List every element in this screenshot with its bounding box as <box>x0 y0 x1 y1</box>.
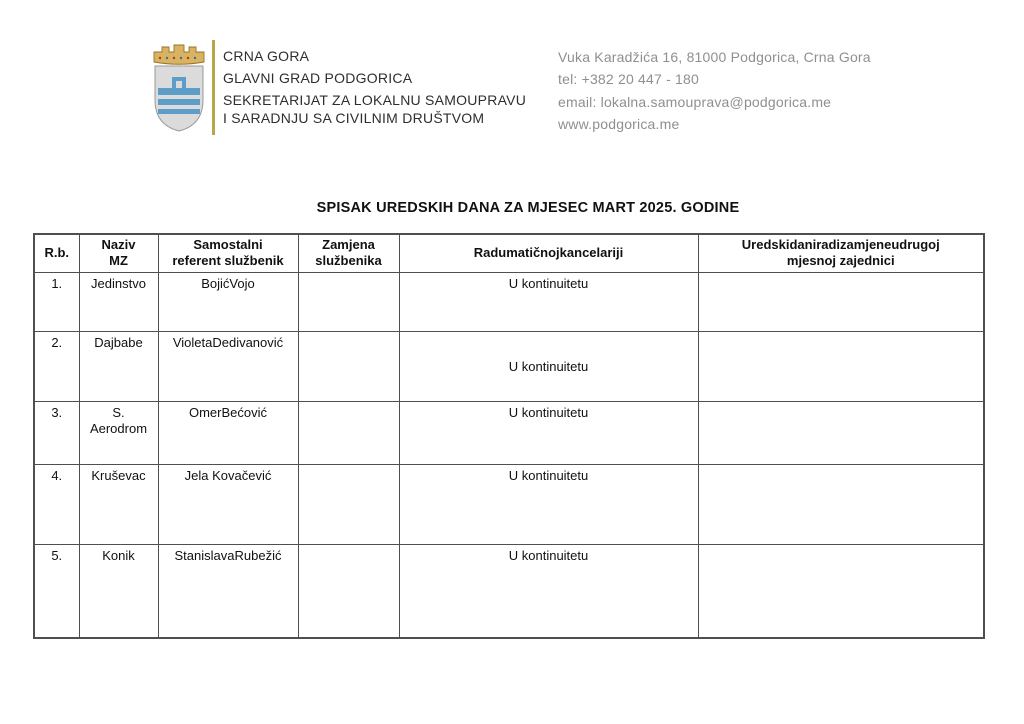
col-header-line: Uredskidaniradizamjeneudrugoj <box>741 237 940 252</box>
contact-website: www.podgorica.me <box>558 116 680 132</box>
table-header-row <box>34 234 984 272</box>
cell-rb: 3. <box>34 401 79 464</box>
col-header-line: Samostalni <box>193 237 263 252</box>
cell-zamjena <box>298 272 399 331</box>
col-header-naziv <box>79 234 158 272</box>
col-header-line: MZ <box>109 253 128 269</box>
org-city: GLAVNI GRAD PODGORICA <box>223 70 413 86</box>
org-dept-line2: I SARADNJU SA CIVILNIM DRUŠTVOM <box>223 110 485 126</box>
org-country: CRNA GORA <box>223 48 310 64</box>
col-header-rb <box>34 234 79 272</box>
col-header-uredski <box>698 234 984 272</box>
header-divider <box>212 40 215 135</box>
cell-rad: U kontinuitetu <box>399 464 698 544</box>
table-row <box>34 331 984 401</box>
col-header-line: R.b. <box>44 245 70 261</box>
cell-zamjena <box>298 464 399 544</box>
col-header-line: referent službenik <box>172 253 284 269</box>
cell-zamjena <box>298 331 399 401</box>
cell-referent: OmerBećović <box>158 401 298 464</box>
col-header-rad <box>399 234 698 272</box>
cell-naziv: Kruševac <box>79 464 158 544</box>
col-header-line: službenika <box>315 253 382 269</box>
cell-rad: U kontinuitetu <box>399 401 698 464</box>
cell-uredski <box>698 272 984 331</box>
col-header-line: mjesnoj zajednici <box>786 253 895 269</box>
col-header-line: Naziv <box>101 237 136 252</box>
cell-uredski <box>698 401 984 464</box>
contact-phone: tel: +382 20 447 - 180 <box>558 71 700 87</box>
contact-address: Vuka Karadžića 16, 81000 Podgorica, Crna Gora <box>558 49 871 65</box>
cell-naziv: Dajbabe <box>79 331 158 401</box>
table-row <box>34 272 984 331</box>
cell-rb: 2. <box>34 331 79 401</box>
table-row <box>34 401 984 464</box>
cell-naziv: S. Aerodrom <box>79 401 158 464</box>
cell-rad: U kontinuitetu <box>399 544 698 638</box>
col-header-line: Radumatičnojkancelariji <box>473 245 624 261</box>
cell-zamjena <box>298 544 399 638</box>
cell-rb: 4. <box>34 464 79 544</box>
cell-rad: U kontinuitetu <box>399 331 698 401</box>
col-header-line: Zamjena <box>322 237 375 252</box>
cell-referent: VioletaDedivanović <box>158 331 298 401</box>
podgorica-coat-of-arms-icon <box>148 42 210 134</box>
cell-naziv: Jedinstvo <box>79 272 158 331</box>
cell-uredski <box>698 544 984 638</box>
cell-uredski <box>698 331 984 401</box>
cell-rad: U kontinuitetu <box>399 272 698 331</box>
cell-naziv: Konik <box>79 544 158 638</box>
org-dept-line1: SEKRETARIJAT ZA LOKALNU SAMOUPRAVU <box>223 92 527 108</box>
cell-rb: 5. <box>34 544 79 638</box>
table-row <box>34 544 984 638</box>
cell-uredski <box>698 464 984 544</box>
document-title: SPISAK UREDSKIH DANA ZA MJESEC MART 2025. GODINE <box>316 200 740 216</box>
col-header-zamjena <box>298 234 399 272</box>
cell-zamjena <box>298 401 399 464</box>
contact-email: email: lokalna.samouprava@podgorica.me <box>558 94 832 110</box>
cell-referent: BojićVojo <box>158 272 298 331</box>
cell-referent: Jela Kovačević <box>158 464 298 544</box>
col-header-referent <box>158 234 298 272</box>
office-days-table <box>33 233 985 639</box>
cell-rb: 1. <box>34 272 79 331</box>
cell-referent: StanislavaRubežić <box>158 544 298 638</box>
table-row <box>34 464 984 544</box>
